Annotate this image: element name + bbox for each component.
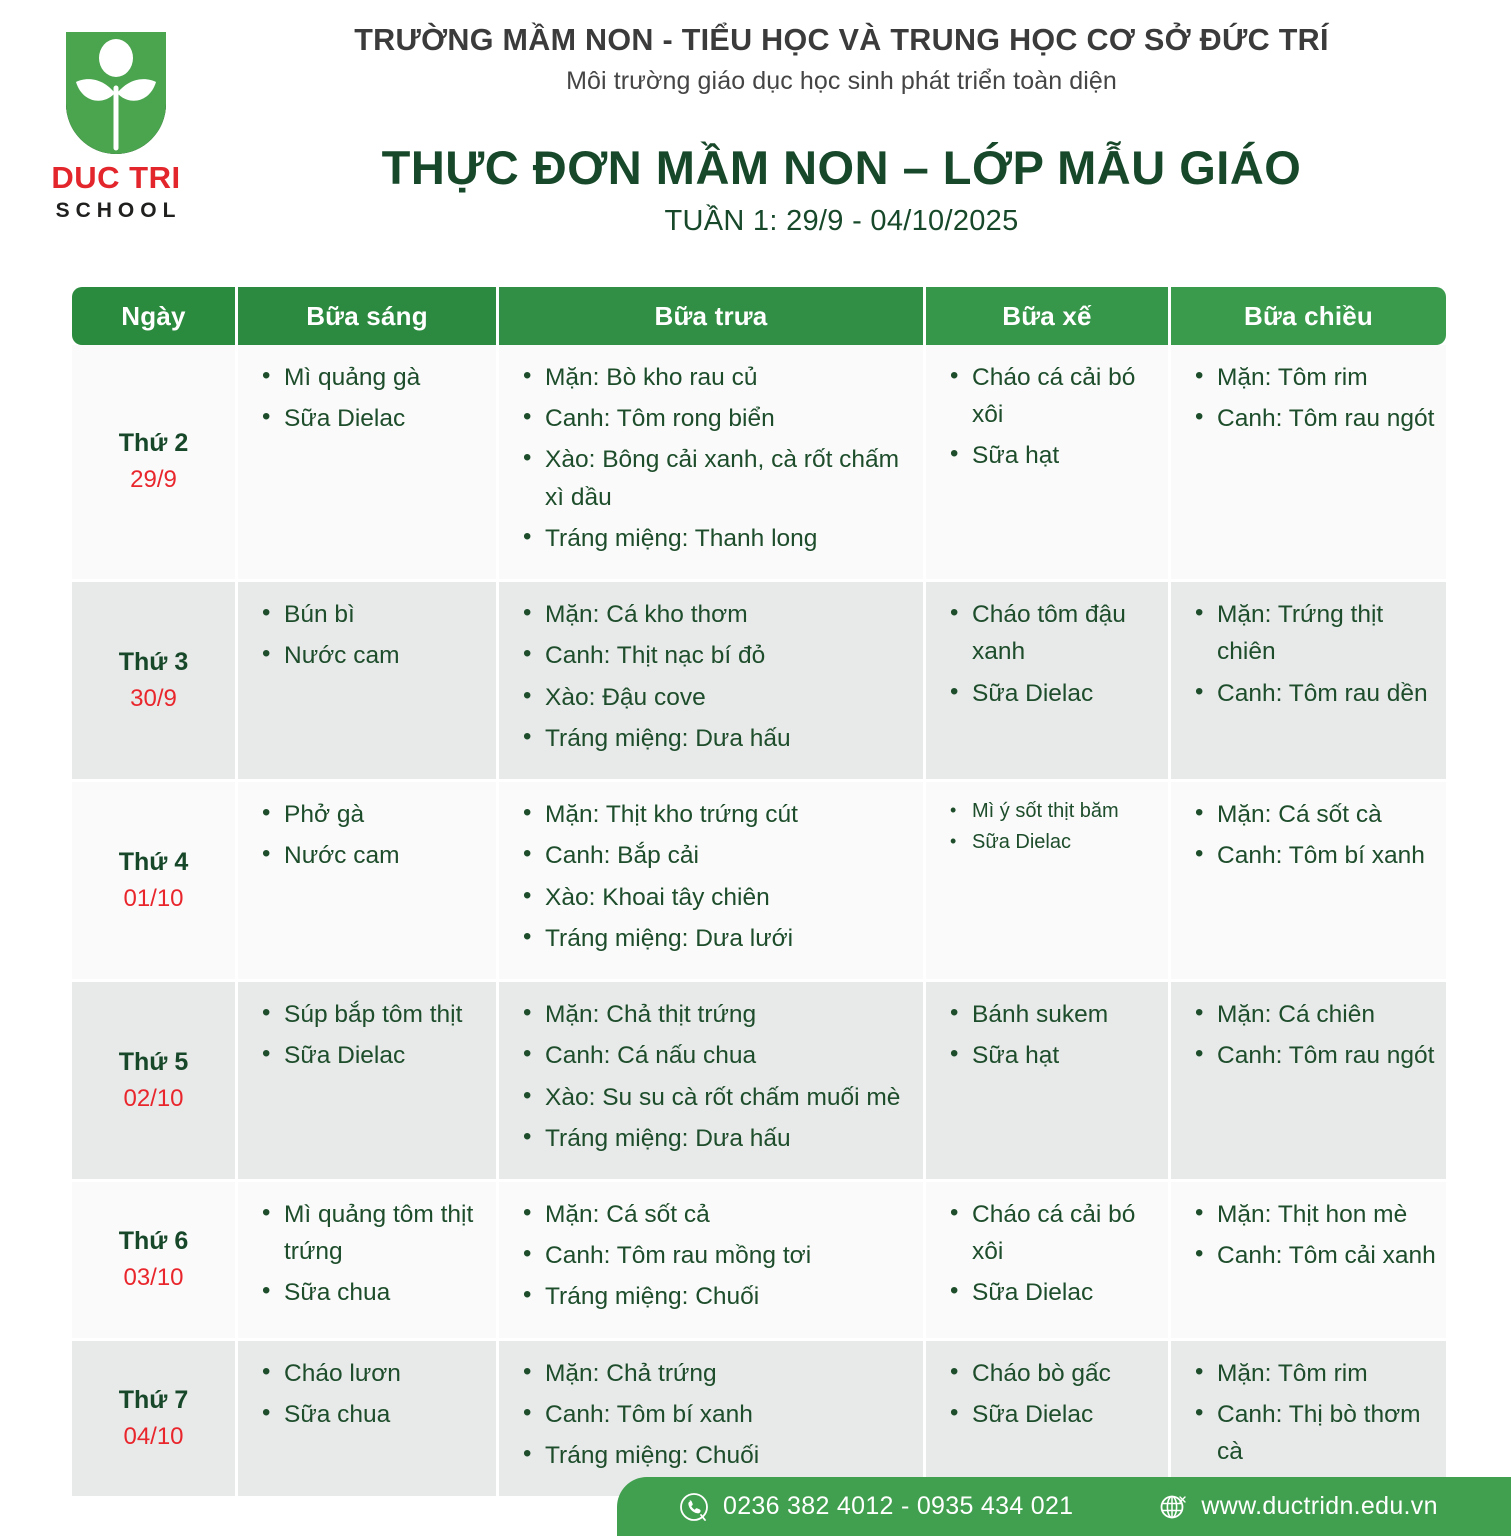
meal-item: • Sữa hạt [950,437,1158,474]
cell-snack [926,345,1171,582]
meal-item: • Sữa Dielac [950,827,1158,857]
table-row [72,1182,1446,1341]
cell-lunch [499,582,926,782]
meal-item: • Tráng miệng: Chuối [523,1437,913,1474]
meal-item: • Tráng miệng: Thanh long [523,520,913,557]
day-date: 04/10 [123,1422,184,1450]
meal-list [248,596,486,674]
meal-item: • Tráng miệng: Dưa hấu [523,1120,913,1157]
menu-table-body [72,345,1446,1499]
cell-dinner [1171,982,1446,1182]
cell-breakfast [238,345,499,582]
cell-snack [926,1182,1171,1341]
meal-item: • Canh: Tôm bí xanh [1195,837,1436,874]
day-date: 02/10 [123,1084,184,1112]
day-date: 29/9 [130,466,177,494]
meal-item: • Mì quảng gà [262,359,486,396]
meal-item: • Mặn: Thịt hon mè [1195,1196,1436,1233]
meal-list [936,1196,1158,1312]
meal-list [509,596,913,757]
meal-item: • Cháo bò gấc [950,1355,1158,1392]
meal-item: • Bánh sukem [950,996,1158,1033]
meal-item: • Sữa Dielac [950,1396,1158,1433]
meal-item: • Mặn: Cá kho thơm [523,596,913,633]
school-name: TRƯỜNG MẦM NON - TIỂU HỌC VÀ TRUNG HỌC CƠ SỞ ĐỨC TRÍ [354,23,1329,57]
meal-list [1181,596,1436,712]
page-title: THỰC ĐƠN MẦM NON – LỚP MẪU GIÁO [381,140,1302,194]
meal-item: • Sữa chua [262,1396,486,1433]
cell-dinner [1171,345,1446,582]
meal-item: • Canh: Tôm rau mồng tơi [523,1237,913,1274]
website-url[interactable]: www.ductridn.edu.vn [1201,1492,1438,1520]
meal-item: • Cháo tôm đậu xanh [950,596,1158,670]
website-contact [1157,1492,1437,1522]
meal-item: • Canh: Tôm bí xanh [523,1396,913,1433]
meal-item: • Mì ý sốt thịt băm [950,796,1158,826]
meal-item: • Cháo lươn [262,1355,486,1392]
cell-dinner [1171,582,1446,782]
table-row [72,982,1446,1182]
column-header-dinner: Bữa chiều [1171,287,1446,345]
meal-list [936,1355,1158,1433]
table-row [72,782,1446,982]
meal-item: • Mặn: Chả thịt trứng [523,996,913,1033]
globe-icon [1157,1492,1187,1522]
meal-item: • Tráng miệng: Dưa lưới [523,920,913,957]
school-slogan: Môi trường giáo dục học sinh phát triển toàn diện [566,66,1117,95]
meal-list [248,1355,486,1433]
phone-number[interactable]: 0236 382 4012 - 0935 434 021 [723,1492,1074,1520]
column-header-day: Ngày [72,287,238,345]
day-name: Thứ 6 [118,1227,189,1256]
meal-list [1181,996,1436,1074]
day-name: Thứ 5 [118,1047,189,1076]
meal-list [1181,1355,1436,1471]
cell-day [72,345,238,582]
cell-snack [926,782,1171,982]
meal-item: • Tráng miệng: Dưa hấu [523,720,913,757]
meal-item: • Nước cam [262,637,486,674]
cell-lunch [499,1341,926,1500]
cell-snack [926,982,1171,1182]
meal-item: • Mì quảng tôm thịt trứng [262,1196,486,1270]
contact-footer [617,1477,1511,1536]
cell-breakfast [238,982,499,1182]
logo-subtitle: SCHOOL [55,198,182,222]
menu-table-head [72,287,1446,345]
cell-day [72,582,238,782]
meal-item: • Canh: Tôm cải xanh [1195,1237,1436,1274]
meal-item: • Mặn: Trứng thịt chiên [1195,596,1436,670]
meal-list [509,1196,913,1316]
meal-item: • Mặn: Cá sốt cà [1195,796,1436,833]
meal-item: • Sữa hạt [950,1037,1158,1074]
meal-item: • Phở gà [262,796,486,833]
table-row [72,582,1446,782]
meal-item: • Xào: Su su cà rốt chấm muối mè [523,1079,913,1116]
cell-day [72,782,238,982]
cell-day [72,982,238,1182]
cell-snack [926,1341,1171,1500]
menu-week-range: TUẦN 1: 29/9 - 04/10/2025 [664,204,1019,237]
column-header-lunch: Bữa trưa [499,287,926,345]
meal-item: • Nước cam [262,837,486,874]
school-shield-sprout-logo-icon [60,30,172,154]
day-date: 30/9 [130,684,177,712]
meal-item: • Canh: Tôm rau ngót [1195,400,1436,437]
meal-item: • Xào: Khoai tây chiên [523,879,913,916]
meal-item: • Canh: Tôm rong biển [523,400,913,437]
meal-item: • Mặn: Bò kho rau củ [523,359,913,396]
table-header-row [72,287,1446,345]
cell-day [72,1182,238,1341]
column-header-snack: Bữa xế [926,287,1171,345]
cell-lunch [499,982,926,1182]
meal-list [936,359,1158,475]
meal-list [509,996,913,1157]
meal-item: • Sữa Dielac [950,675,1158,712]
cell-dinner [1171,1341,1446,1500]
cell-breakfast [238,782,499,982]
day-date: 03/10 [123,1263,184,1291]
day-date: 01/10 [123,884,184,912]
cell-dinner [1171,782,1446,982]
meal-list [1181,796,1436,874]
meal-list [1181,359,1436,437]
meal-item: • Sữa Dielac [262,1037,486,1074]
cell-dinner [1171,1182,1446,1341]
meal-item: • Cháo cá cải bó xôi [950,359,1158,433]
meal-item: • Canh: Thịt nạc bí đỏ [523,637,913,674]
meal-list [248,996,486,1074]
meal-list [248,1196,486,1312]
meal-item: • Mặn: Chả trứng [523,1355,913,1392]
meal-list [509,1355,913,1475]
meal-list [936,596,1158,712]
meal-item: • Canh: Bắp cải [523,837,913,874]
menu-table [72,287,1446,1499]
meal-item: • Tráng miệng: Chuối [523,1278,913,1315]
cell-lunch [499,1182,926,1341]
day-name: Thứ 4 [118,847,189,876]
meal-item: • Bún bì [262,596,486,633]
school-logo [0,22,232,223]
meal-list [248,796,486,874]
meal-list [248,359,486,437]
day-name: Thứ 3 [118,647,189,676]
meal-item: • Mặn: Cá chiên [1195,996,1436,1033]
table-row [72,345,1446,582]
poster-header [0,0,1511,262]
meal-item: • Mặn: Tôm rim [1195,359,1436,396]
meal-item: • Mặn: Thịt kho trứng cút [523,796,913,833]
meal-list [509,796,913,957]
meal-item: • Canh: Cá nấu chua [523,1037,913,1074]
meal-item: • Xào: Đậu cove [523,679,913,716]
header-text-block [232,22,1511,238]
meal-list [936,796,1158,857]
cell-breakfast [238,582,499,782]
cell-breakfast [238,1341,499,1500]
column-header-breakfast: Bữa sáng [238,287,499,345]
menu-table-wrap [72,287,1446,1499]
table-row [72,1341,1446,1500]
meal-item: • Canh: Thị bò thơm cà [1195,1396,1436,1470]
phone-icon [679,1492,709,1522]
cell-lunch [499,782,926,982]
meal-item: • Sữa chua [262,1274,486,1311]
day-name: Thứ 2 [118,429,189,458]
meal-item: • Súp bắp tôm thịt [262,996,486,1033]
meal-list [1181,1196,1436,1274]
cell-lunch [499,345,926,582]
meal-item: • Sữa Dielac [262,400,486,437]
meal-item: • Xào: Bông cải xanh, cà rốt chấm xì dầu [523,441,913,515]
cell-snack [926,582,1171,782]
meal-item: • Canh: Tôm rau ngót [1195,1037,1436,1074]
meal-list [936,996,1158,1074]
logo-name: DUC TRI [51,160,181,195]
day-name: Thứ 7 [118,1385,189,1414]
meal-item: • Sữa Dielac [950,1274,1158,1311]
meal-item: • Mặn: Cá sốt cả [523,1196,913,1233]
cell-day [72,1341,238,1500]
meal-item: • Cháo cá cải bó xôi [950,1196,1158,1270]
meal-list [509,359,913,557]
meal-item: • Mặn: Tôm rim [1195,1355,1436,1392]
cell-breakfast [238,1182,499,1341]
meal-item: • Canh: Tôm rau dền [1195,675,1436,712]
phone-contact [679,1492,1073,1522]
